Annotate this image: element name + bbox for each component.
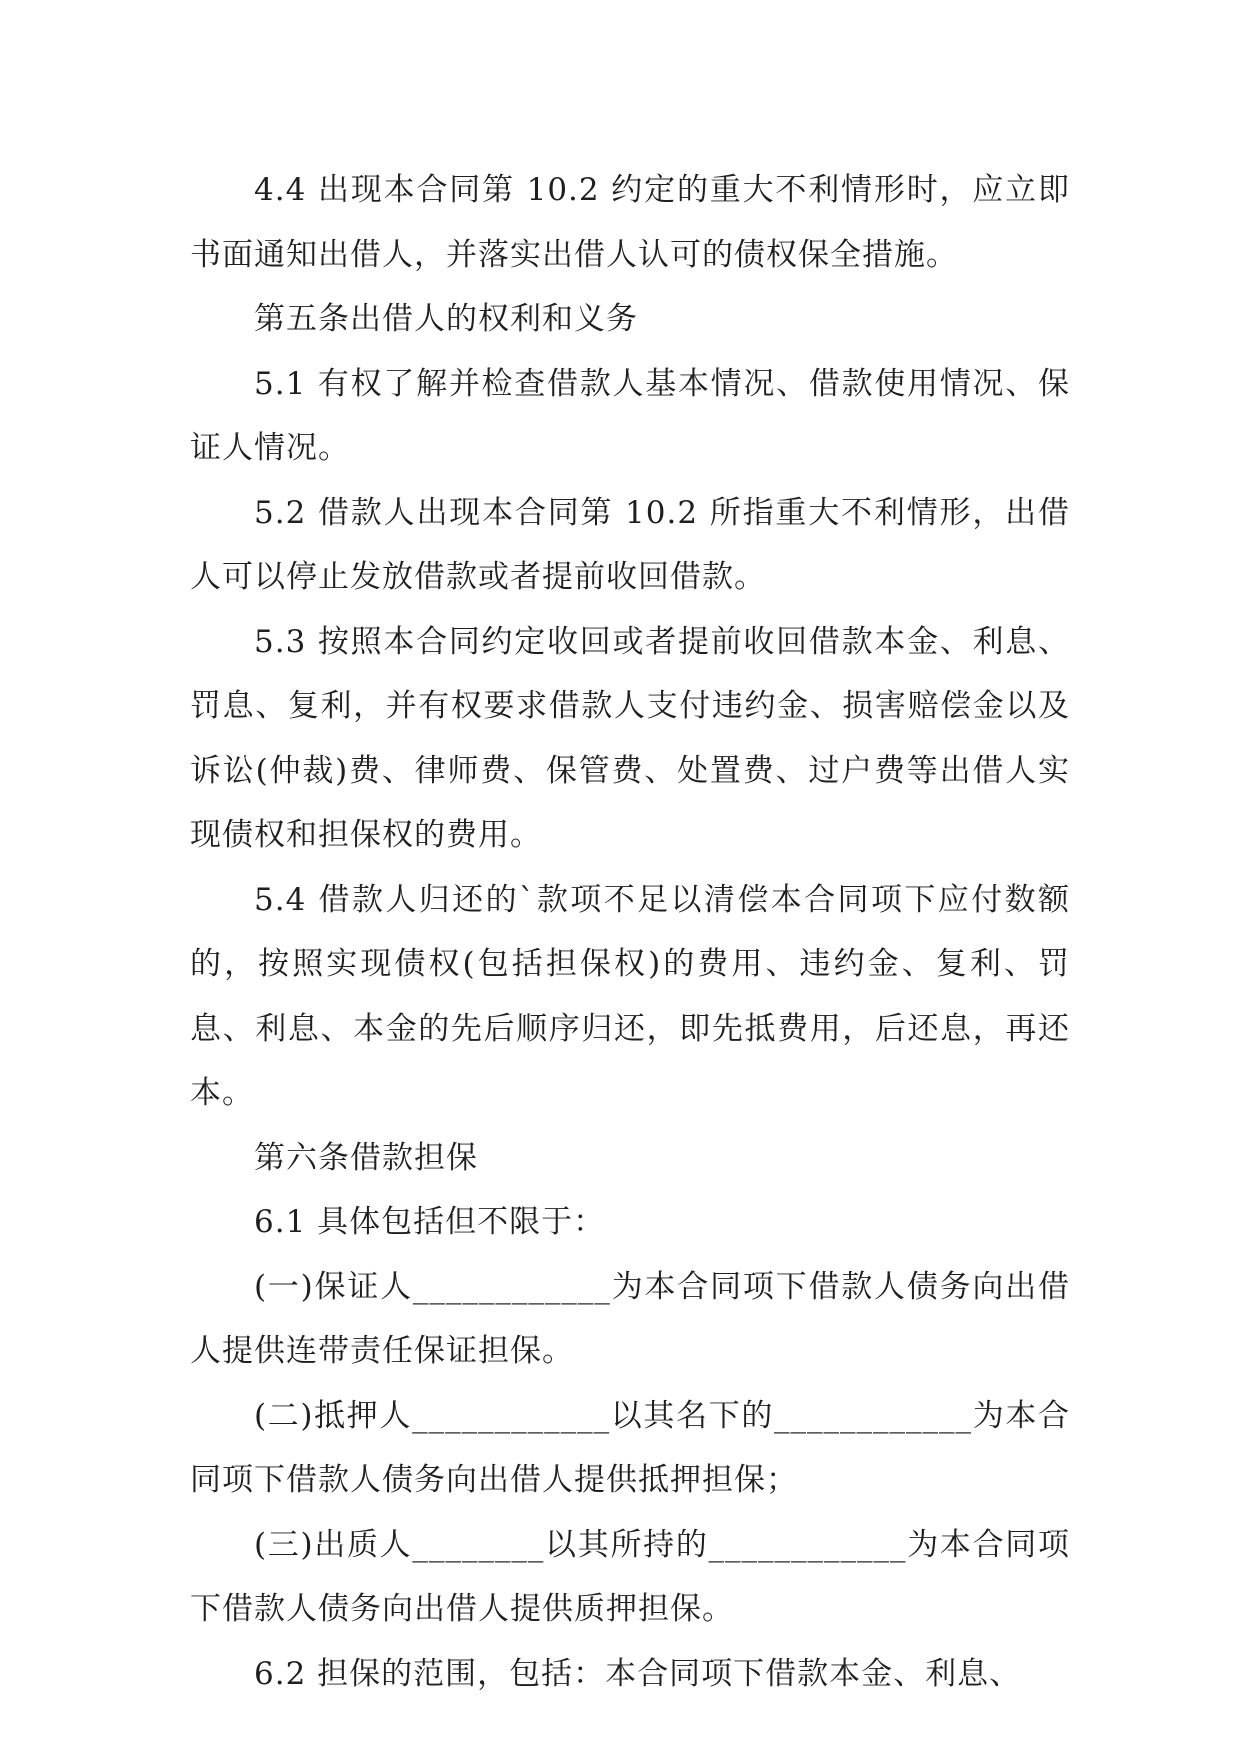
paragraph-5-3: 5.3 按照本合同约定收回或者提前收回借款本金、利息、罚息、复利，并有权要求借款人支付违约金、损害赔偿金以及诉讼(仲裁)费、律师费、保管费、处置费、过户费等出借人实现债权和担保权的费用。	[190, 623, 1070, 853]
paragraph-5-4: 5.4 借款人归还的`款项不足以清偿本合同项下应付数额的，按照实现债权(包括担保权)的费用、违约金、复利、罚息、利息、本金的先后顺序归还，即先抵费用，后还息，再还本。	[190, 881, 1070, 1111]
heading-article-5: 第五条出借人的权利和义务	[254, 301, 638, 337]
paragraph-5-1: 5.1 有权了解并检查借款人基本情况、借款使用情况、保证人情况。	[190, 365, 1070, 466]
paragraph-6-1: 6.1 具体包括但不限于：	[254, 1204, 606, 1240]
paragraph-mortgagor: (二)抵押人____________以其名下的____________为本合同项下借款人债务向出借人提供抵押担保；	[190, 1397, 1070, 1498]
paragraph-guarantor: (一)保证人____________为本合同项下借款人债务向出借人提供连带责任保证担保。	[190, 1268, 1070, 1369]
paragraph-5-2: 5.2 借款人出现本合同第 10.2 所指重大不利情形，出借人可以停止发放借款或者提前收回借款。	[190, 494, 1070, 595]
paragraph-4-4: 4.4 出现本合同第 10.2 约定的重大不利情形时，应立即书面通知出借人，并落实出借人认可的债权保全措施。	[190, 172, 1070, 273]
paragraph-pledgor: (三)出质人________以其所持的____________为本合同项下借款人债务向出借人提供质押担保。	[190, 1526, 1070, 1627]
heading-article-6: 第六条借款担保	[254, 1139, 478, 1176]
document-body	[190, 158, 1070, 1706]
paragraph-6-2: 6.2 担保的范围，包括：本合同项下借款本金、利息、	[254, 1655, 1022, 1692]
